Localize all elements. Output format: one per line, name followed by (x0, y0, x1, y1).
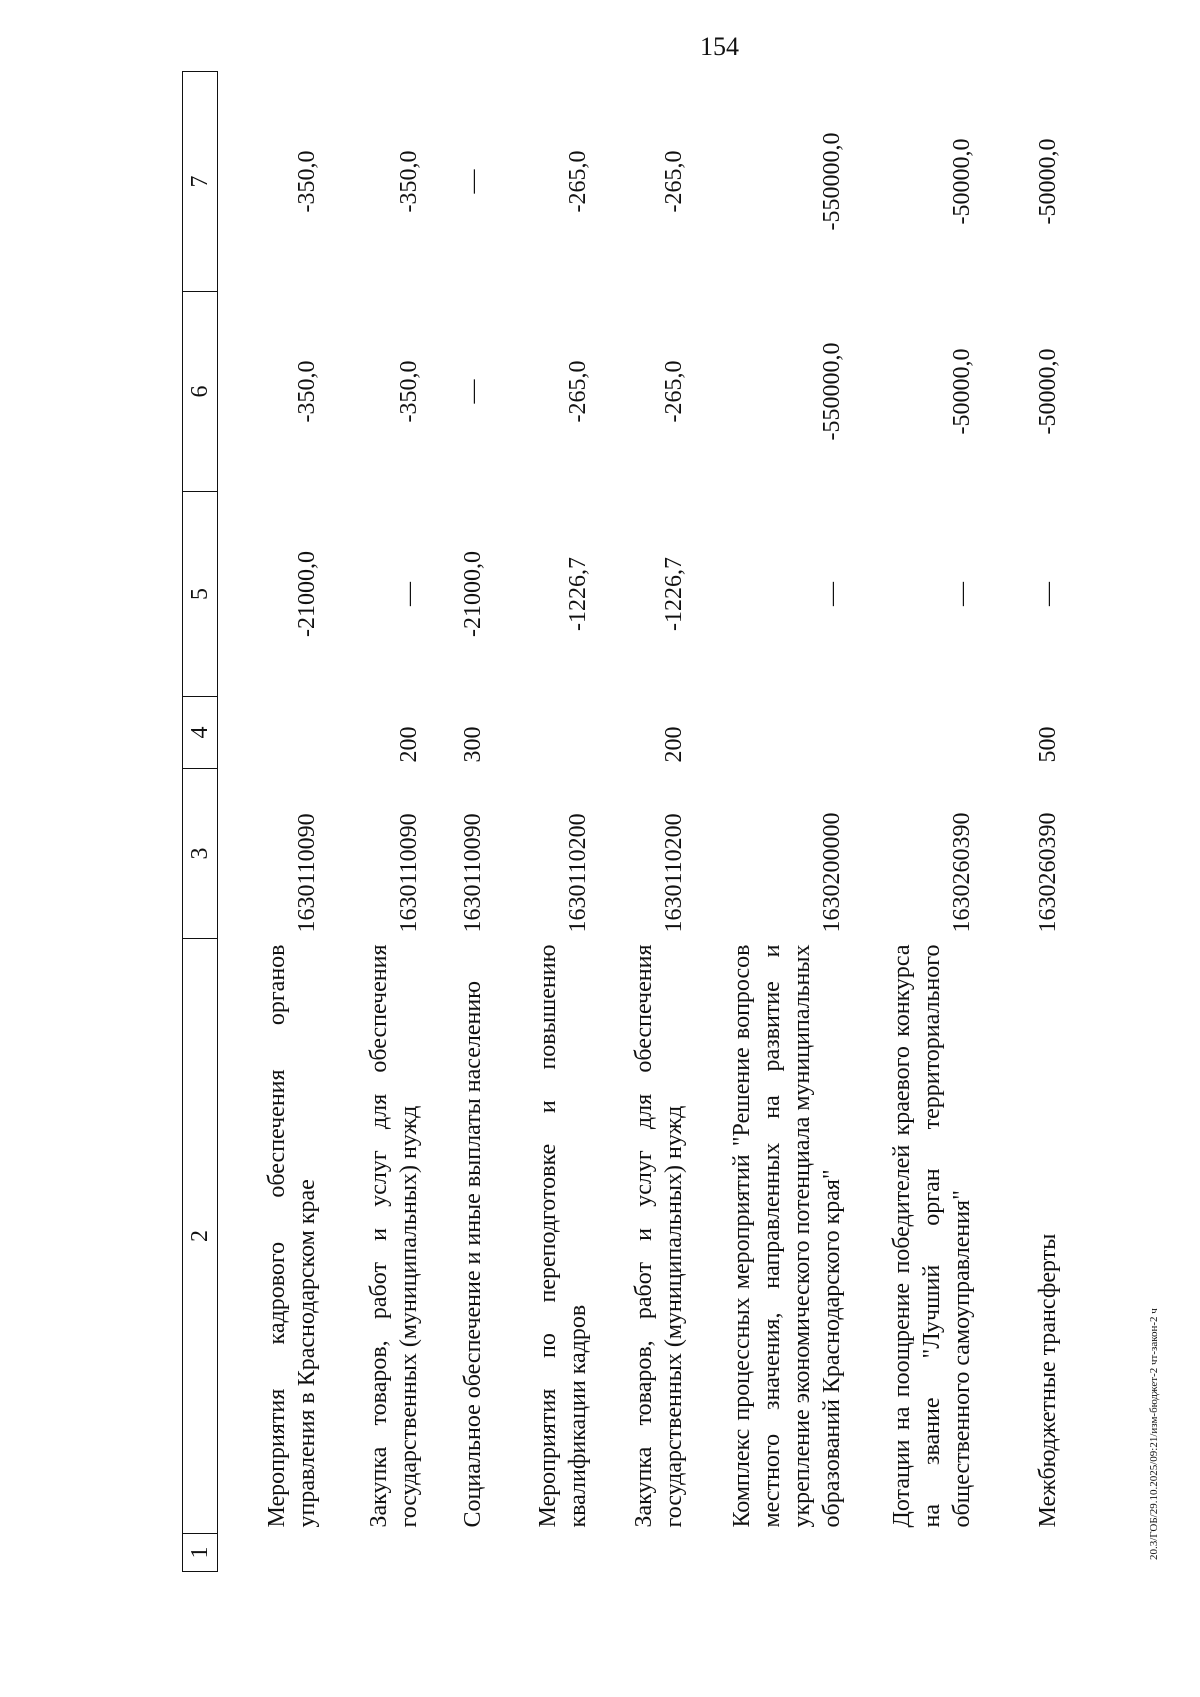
row-value-7: -265,0 (661, 150, 687, 213)
row-value-6: -265,0 (661, 360, 687, 423)
row-name: Дотации на поощрение победителей краевого конкурса на звание "Лучший орган территориального общественного самоуправления" (889, 944, 975, 1528)
footer-document-code: 20.3/ГОБ/29.10.2025/09:21/изм-бюджет-2 чт-закон-2 ч (1148, 1308, 1160, 1560)
row-type: 200 (396, 726, 422, 763)
row-type (847, 697, 977, 769)
row-code: 1630110090 (294, 813, 320, 933)
row-code: 1630110200 (661, 813, 687, 933)
row-code: 1630110090 (460, 813, 486, 933)
row-name: Межбюджетные трансферты (1035, 1233, 1061, 1528)
col-header-7: 7 (183, 72, 218, 292)
table-row (218, 72, 323, 1572)
row-name: Мероприятия по переподготовке и повышению квалификации кадров (535, 944, 591, 1528)
col-header-4: 4 (183, 697, 218, 769)
row-name: Мероприятия кадрового обеспечения органов управления в Краснодарском крае (264, 944, 320, 1528)
table-row (488, 72, 593, 1572)
row-type (689, 697, 847, 769)
row-type: 500 (1035, 726, 1061, 763)
row-value-7: -50000,0 (1035, 138, 1061, 225)
row-value-5: — (949, 582, 975, 606)
row-code: 1630260390 (1035, 812, 1061, 933)
row-name: Комплекс процессных мероприятий "Решение вопросов местного значения, направленных на развитие и укрепление экономического потенциала муниципальных образований Краснодарского края" (729, 944, 845, 1528)
row-code: 1630110200 (565, 813, 591, 933)
row-value-7: -550000,0 (819, 132, 845, 231)
col-header-1: 1 (183, 1534, 218, 1572)
row-value-7: -350,0 (396, 150, 422, 213)
row-value-5: -21000,0 (294, 551, 320, 637)
col-header-5: 5 (183, 492, 218, 697)
table-row (424, 72, 488, 1572)
row-value-7: -50000,0 (949, 138, 975, 225)
row-value-5: — (819, 582, 845, 606)
table-row (847, 72, 977, 1572)
row-value-7: — (460, 169, 486, 194)
row-name: Социальное обеспечение и иные выплаты населению (460, 980, 486, 1528)
col-header-3: 3 (183, 769, 218, 939)
row-value-7: -350,0 (294, 150, 320, 213)
row-value-5: — (1035, 582, 1061, 606)
row-value-5: -1226,7 (661, 557, 687, 631)
row-value-6: -350,0 (396, 360, 422, 423)
table-row (322, 72, 424, 1572)
page-number: 154 (700, 32, 739, 61)
row-name: Закупка товаров, работ и услуг для обеспечения государственных (муниципальных) нужд (631, 944, 687, 1528)
row-code: 1630110090 (396, 813, 422, 933)
row-value-5: — (396, 582, 422, 606)
col-header-2: 2 (183, 939, 218, 1534)
row-value-6: — (460, 379, 486, 404)
row-code: 1630260390 (949, 812, 975, 933)
row-type: 300 (460, 726, 486, 763)
table-row (689, 72, 847, 1572)
row-value-5: -1226,7 (565, 557, 591, 631)
row-type (488, 697, 593, 769)
row-value-7: -265,0 (565, 150, 591, 213)
row-value-6: -265,0 (565, 360, 591, 423)
row-code: 1630200000 (819, 812, 845, 933)
row-type: 200 (661, 726, 687, 763)
row-type (218, 697, 323, 769)
rotated-budget-table (182, 72, 1142, 1572)
row-value-6: -350,0 (294, 360, 320, 423)
row-name: Закупка товаров, работ и услуг для обеспечения государственных (муниципальных) нужд (366, 944, 422, 1528)
budget-table (182, 71, 1063, 1572)
table-row (593, 72, 689, 1572)
row-value-5: -21000,0 (460, 551, 486, 637)
table-row (977, 72, 1063, 1572)
header-row (183, 72, 218, 1572)
row-value-6: -50000,0 (1035, 348, 1061, 435)
row-value-6: -50000,0 (949, 348, 975, 435)
col-header-6: 6 (183, 292, 218, 492)
row-value-6: -550000,0 (819, 342, 845, 441)
